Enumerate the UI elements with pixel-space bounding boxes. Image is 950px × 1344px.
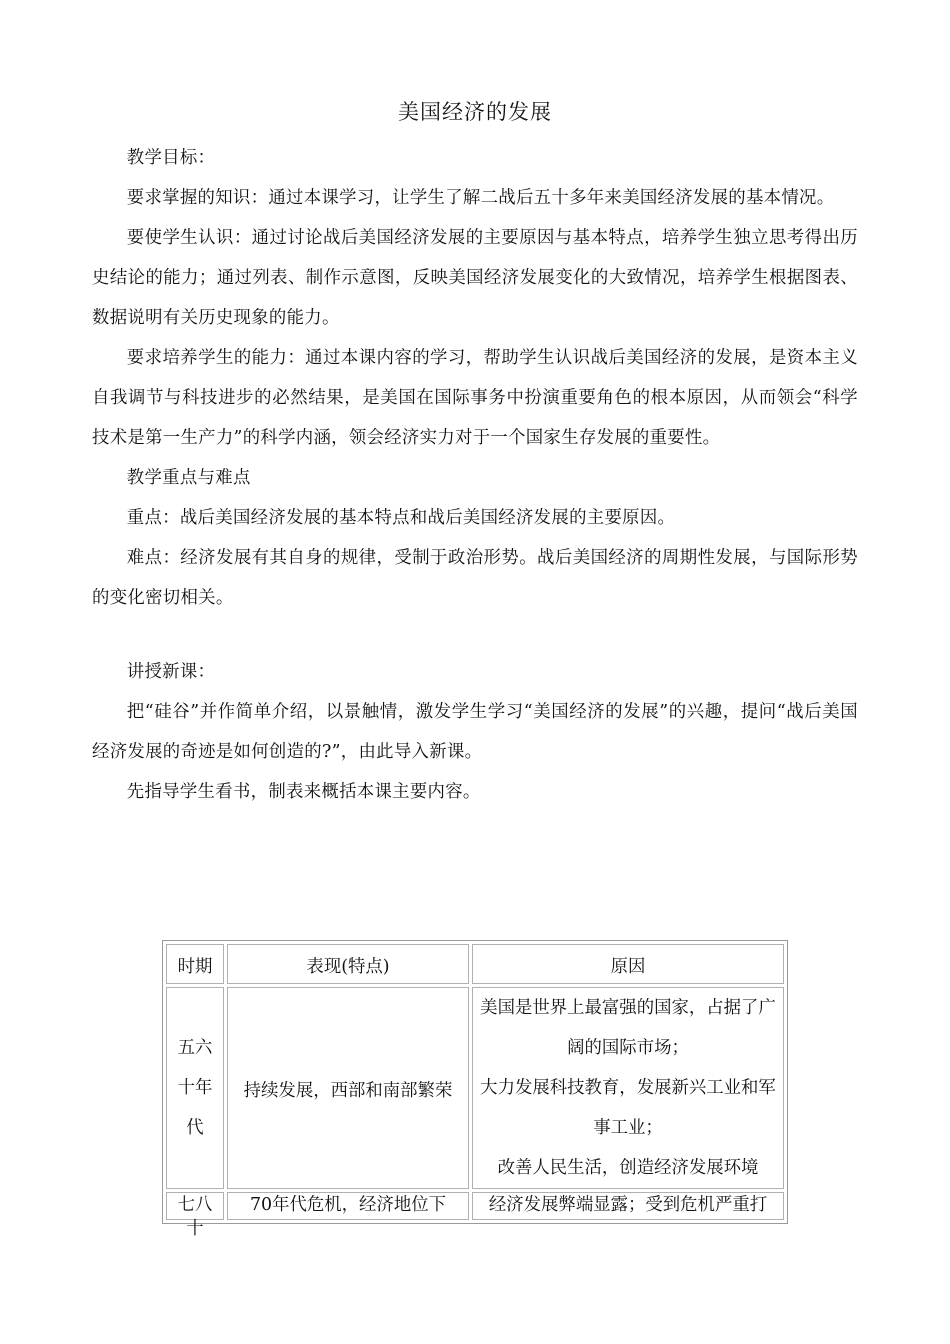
table-row	[166, 1192, 784, 1220]
cell-reasons: 经济发展弊端显露；受到危机严重打	[472, 1192, 784, 1220]
cell-feature: 持续发展，西部和南部繁荣	[227, 987, 469, 1189]
paragraph-new-lesson-heading: 讲授新课：	[126, 662, 216, 682]
summary-table	[162, 940, 788, 1239]
paragraph-understanding: 要使学生认识：通过讨论战后美国经济发展的主要原因与基本特点，培养学生独立思考得出历史结论的能力；通过列表、制作示意图，反映美国经济发展变化的大致情况，培养学生根据图表、数据说明有关历史现象的能力。	[92, 228, 858, 328]
document-title: 美国经济的发展	[398, 100, 552, 124]
paragraph-ability: 要求培养学生的能力：通过本课内容的学习，帮助学生认识战后美国经济的发展，是资本主义自我调节与科技进步的必然结果，是美国在国际事务中扮演重要角色的根本原因，从而领会“科学技术是第一生产力”的科学内涵，领会经济实力对于一个国家生存发展的重要性。	[92, 348, 858, 448]
paragraph-instruction: 先指导学生看书，制表来概括本课主要内容。	[126, 782, 481, 802]
header-period: 时期	[166, 944, 224, 984]
reason-item: 改善人民生活，创造经济发展环境	[497, 1158, 759, 1178]
paragraph-knowledge: 要求掌握的知识：通过本课学习，让学生了解二战后五十多年来美国经济发展的基本情况。	[126, 188, 835, 208]
header-feature: 表现(特点)	[227, 944, 469, 984]
paragraph-introduction: 把“硅谷”并作简单介绍，以景触情，激发学生学习“美国经济的发展”的兴趣，提问“战后美国经济发展的奇迹是如何创造的?”，由此导入新课。	[92, 702, 858, 762]
paragraph-difficulty: 难点：经济发展有其自身的规律，受制于政治形势。战后美国经济的周期性发展，与国际形势的变化密切相关。	[92, 548, 858, 608]
paragraph-key-points-heading: 教学重点与难点	[126, 468, 251, 488]
cell-period: 五六十年代	[166, 987, 224, 1189]
paragraph-key-point: 重点：战后美国经济发展的基本特点和战后美国经济发展的主要原因。	[126, 508, 676, 528]
cell-period: 七八十	[166, 1192, 224, 1220]
document-body	[92, 138, 858, 812]
paragraph-objectives-heading: 教学目标：	[126, 148, 216, 168]
reason-item: 大力发展科技教育，发展新兴工业和军事工业；	[480, 1078, 776, 1138]
reason-item: 美国是世界上最富强的国家，占据了广阔的国际市场；	[480, 998, 776, 1058]
header-reason: 原因	[472, 944, 784, 984]
table-row	[166, 987, 784, 1189]
cell-feature: 70年代危机，经济地位下	[227, 1192, 469, 1220]
table-header-row	[166, 944, 784, 984]
cell-reasons	[472, 987, 784, 1189]
